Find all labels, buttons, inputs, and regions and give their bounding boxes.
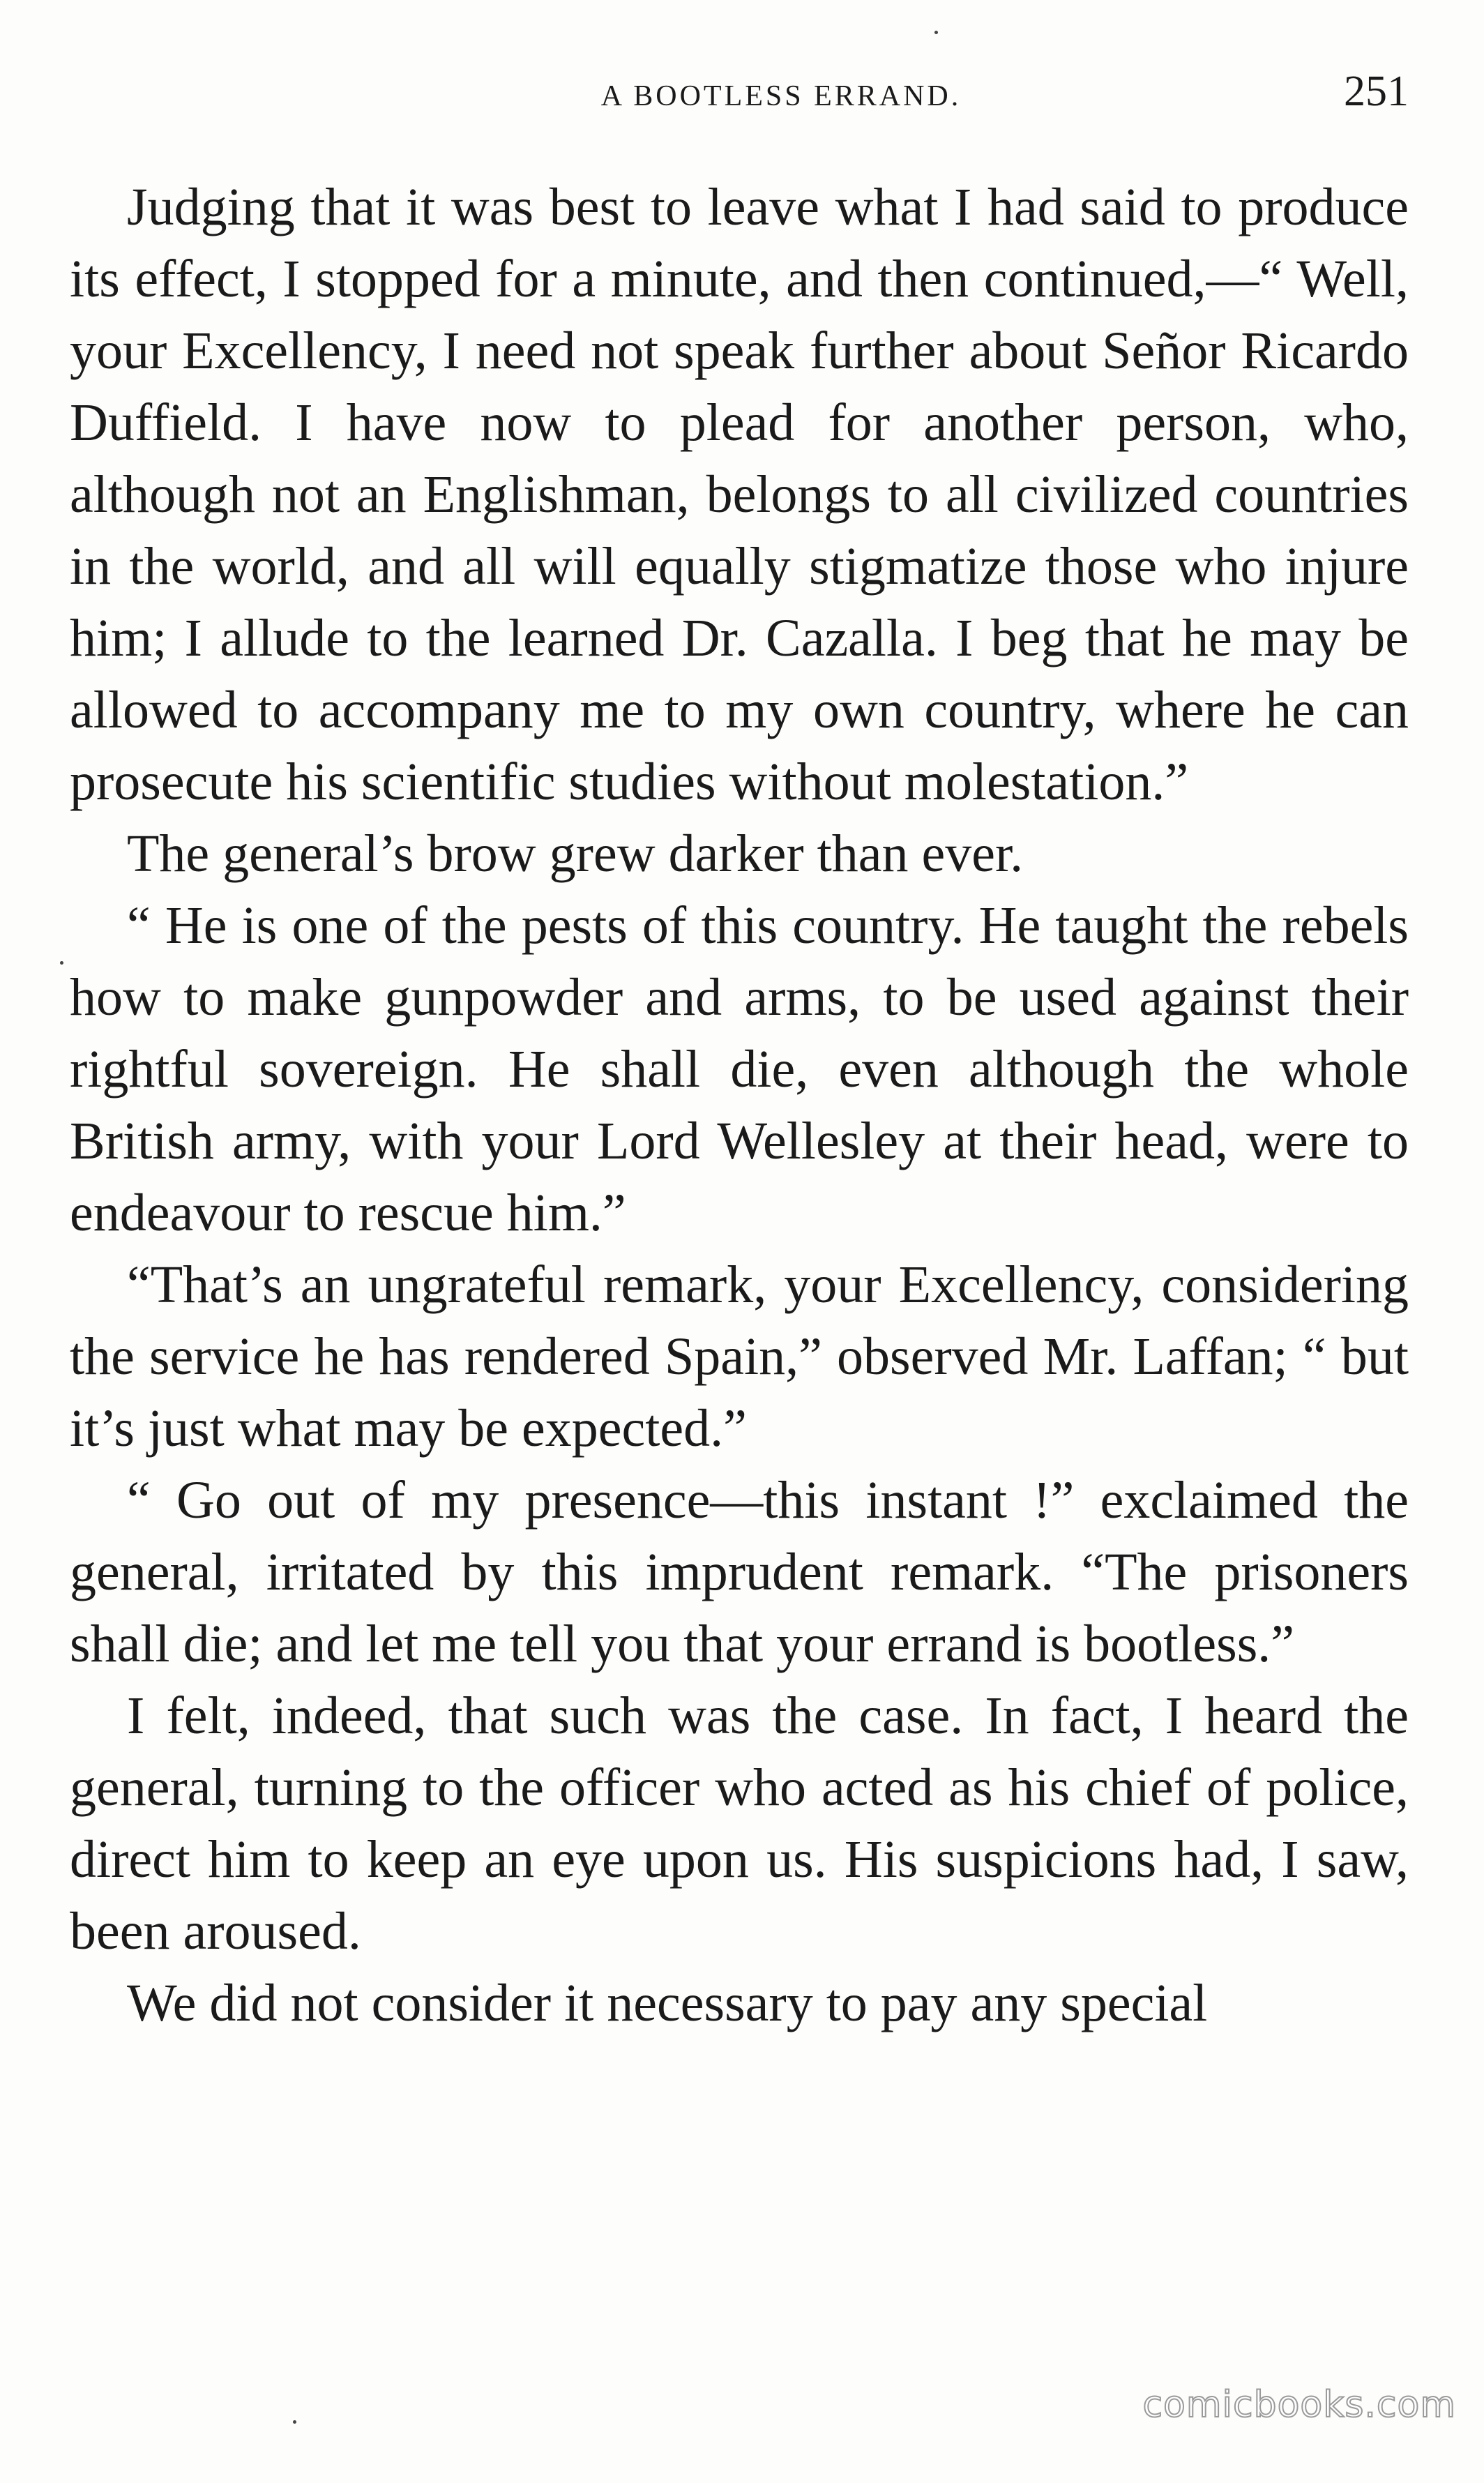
paragraph: Judging that it was best to leave what I had said to produce its effect, I stopped for a minute, and then continued,—“ Well, your Excellency, I need not speak further about Señor Ricardo Duffield. I have now to plead for another person, who, although not an Englishman, belongs to all civilized countries in the world, and all will equally stigmatize those who injure him; I allude to the learned Dr. Cazalla. I beg that he may be allowed to accompany me to my own country, where he can prosecute his scientific studies without molestation.”: [70, 178, 1409, 811]
page-number: 251: [1344, 68, 1409, 115]
paragraph: “That’s an ungrateful remark, your Excellency, considering the service he has rendered Spain,” observed Mr. Laffan; “ but it’s just what may be expected.”: [70, 1255, 1409, 1458]
running-title: A BOOTLESS ERRAND.: [600, 80, 962, 112]
page-header: [70, 67, 1409, 123]
paragraph: “ Go out of my presence—this instant !” exclaimed the general, irritated by this imprudent remark. “The prisoners shall die; and let me tell you that your errand is bootless.”: [70, 1471, 1409, 1673]
paragraph: The general’s brow grew darker than ever.: [127, 824, 1024, 883]
watermark: comicbooks.com: [1142, 2384, 1456, 2426]
print-speck: [934, 31, 938, 34]
page-body: [70, 172, 1409, 2039]
paragraph: We did not consider it necessary to pay any special: [127, 1974, 1208, 2032]
paragraph: “ He is one of the pests of this country. He taught the rebels how to make gunpowder and arms, to be used against their rightful sovereign. He shall die, even although the whole British army, with your Lord Wellesley at their head, were to endeavour to rescue him.”: [70, 896, 1409, 1242]
paragraph: I felt, indeed, that such was the case. In fact, I heard the general, turning to the officer who acted as his chief of police, direct him to keep an eye upon us. His suspicions had, I saw, been aroused.: [70, 1686, 1409, 1961]
print-speck: [293, 2420, 296, 2424]
print-speck: [60, 961, 63, 965]
